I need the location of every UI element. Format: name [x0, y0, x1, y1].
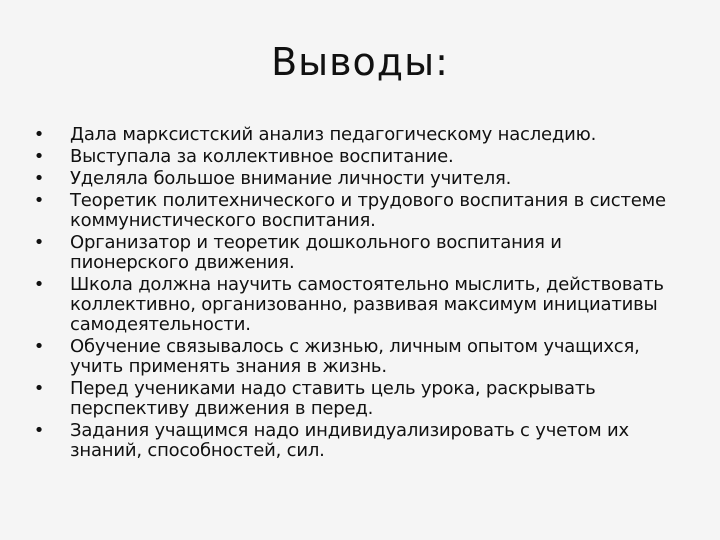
bullet-text: Школа должна научить самостоятельно мыслить, действовать коллективно, организованно, развивая максимум инициативы самодеятельности.: [70, 274, 664, 335]
bullet-icon: •: [33, 274, 45, 295]
bullet-text: Выступала за коллективное воспитание.: [70, 146, 454, 167]
bullet-text: Дала марксистский анализ педагогическому наследию.: [70, 124, 597, 145]
bullet-text: Задания учащимся надо индивидуализировать с учетом их знаний, способностей, сил.: [70, 420, 629, 461]
bullet-icon: •: [33, 146, 45, 167]
bullet-icon: •: [33, 232, 45, 253]
bullet-icon: •: [33, 190, 45, 211]
bullet-text: Обучение связывалось с жизнью, личным опытом учащихся, учить применять знания в жизнь.: [70, 336, 640, 377]
bullet-item-9: [32, 421, 682, 461]
bullet-icon: •: [33, 168, 45, 189]
bullet-item-8: [32, 379, 682, 419]
bullet-list: [32, 125, 682, 463]
bullet-icon: •: [33, 336, 45, 357]
bullet-icon: •: [33, 420, 45, 441]
slide-title: Выводы:: [271, 40, 449, 84]
bullet-item-5: [32, 233, 682, 273]
bullet-text: Уделяла большое внимание личности учителя.: [70, 168, 512, 189]
bullet-item-1: [32, 125, 682, 145]
bullet-text: Перед учениками надо ставить цель урока, раскрывать перспективу движения в перед.: [70, 378, 596, 419]
bullet-item-7: [32, 337, 682, 377]
bullet-icon: •: [33, 124, 45, 145]
bullet-item-2: [32, 147, 682, 167]
bullet-item-3: [32, 169, 682, 189]
bullet-item-4: [32, 191, 682, 231]
bullet-icon: •: [33, 378, 45, 399]
bullet-item-6: [32, 275, 682, 335]
bullet-text: Организатор и теоретик дошкольного воспитания и пионерского движения.: [70, 232, 562, 273]
bullet-text: Теоретик политехнического и трудового воспитания в системе коммунистического воспитания.: [70, 190, 666, 231]
